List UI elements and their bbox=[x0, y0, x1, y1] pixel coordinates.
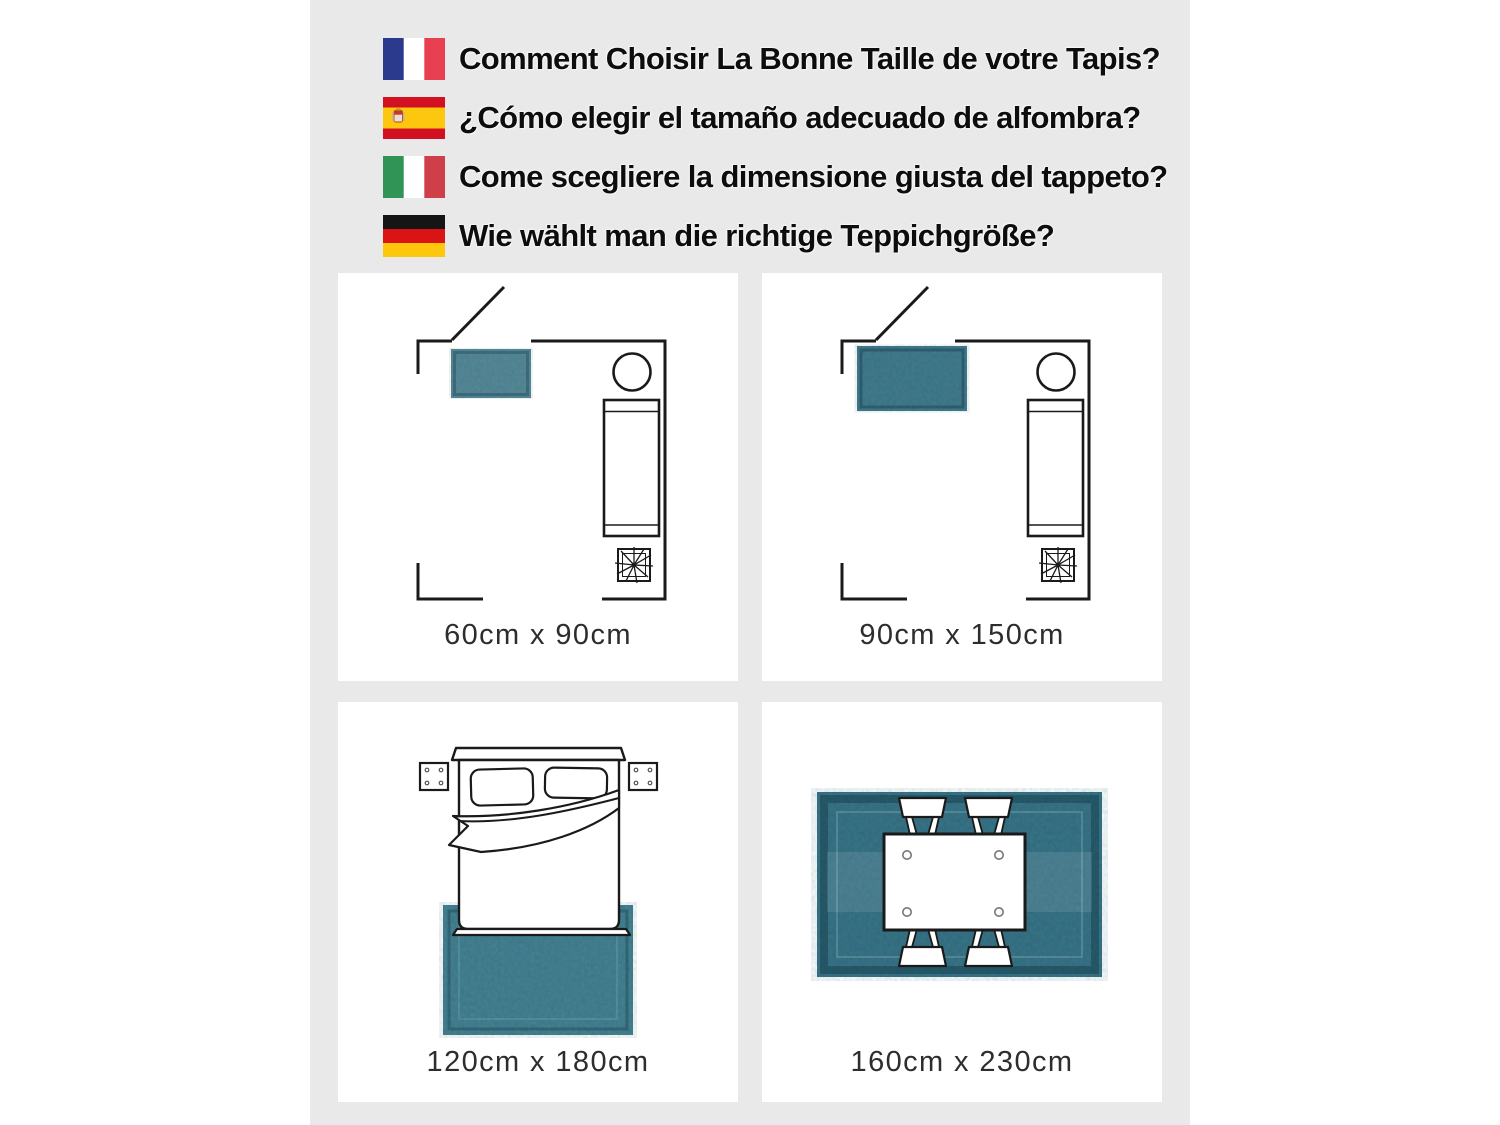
language-heading-german bbox=[383, 215, 1054, 257]
bed-rug-drawing bbox=[338, 702, 738, 1102]
rug-90x150 bbox=[857, 346, 967, 411]
dining-table bbox=[884, 834, 1025, 930]
rug-size-label-160x230: 160cm x 230cm bbox=[850, 1046, 1074, 1078]
dining-rug-drawing bbox=[762, 702, 1162, 1102]
heading-label: Wie wählt man die richtige Teppichgröße? bbox=[459, 218, 1055, 253]
heading-label: ¿Cómo elegir el tamaño adecuado de alfombra? bbox=[459, 100, 1141, 135]
rug-size-label-90x150: 90cm x 150cm bbox=[859, 619, 1065, 651]
pillow-left bbox=[471, 768, 534, 806]
panel-rug-90x150 bbox=[762, 273, 1162, 681]
language-heading-french bbox=[383, 38, 1160, 80]
nightstand-right bbox=[629, 763, 657, 790]
language-heading-spanish bbox=[383, 97, 1141, 139]
rug-size-label-60x90: 60cm x 90cm bbox=[444, 619, 632, 651]
pillow-right bbox=[545, 767, 608, 798]
heading-label: Comment Choisir La Bonne Taille de votre Tapis? bbox=[459, 41, 1160, 76]
sofa bbox=[1028, 400, 1083, 536]
italy-flag-icon bbox=[383, 156, 445, 198]
panel-rug-60x90 bbox=[338, 273, 738, 681]
footboard bbox=[453, 929, 630, 935]
germany-flag-icon bbox=[383, 215, 445, 257]
bed bbox=[449, 748, 630, 935]
language-heading-italian bbox=[383, 156, 1168, 198]
spain-flag-icon bbox=[383, 97, 445, 139]
side-table bbox=[1038, 354, 1075, 391]
nightstand-left bbox=[420, 763, 448, 790]
rug-60x90 bbox=[451, 349, 531, 398]
sofa bbox=[604, 400, 659, 536]
potted-plant bbox=[615, 547, 653, 583]
potted-plant bbox=[1039, 547, 1077, 583]
panel-rug-120x180 bbox=[338, 702, 738, 1102]
heading-label: Come scegliere la dimensione giusta del tappeto? bbox=[459, 159, 1168, 194]
rug-size-label-120x180: 120cm x 180cm bbox=[426, 1046, 650, 1078]
panel-rug-160x230 bbox=[762, 702, 1162, 1102]
side-table bbox=[614, 354, 651, 391]
france-flag-icon bbox=[383, 38, 445, 80]
